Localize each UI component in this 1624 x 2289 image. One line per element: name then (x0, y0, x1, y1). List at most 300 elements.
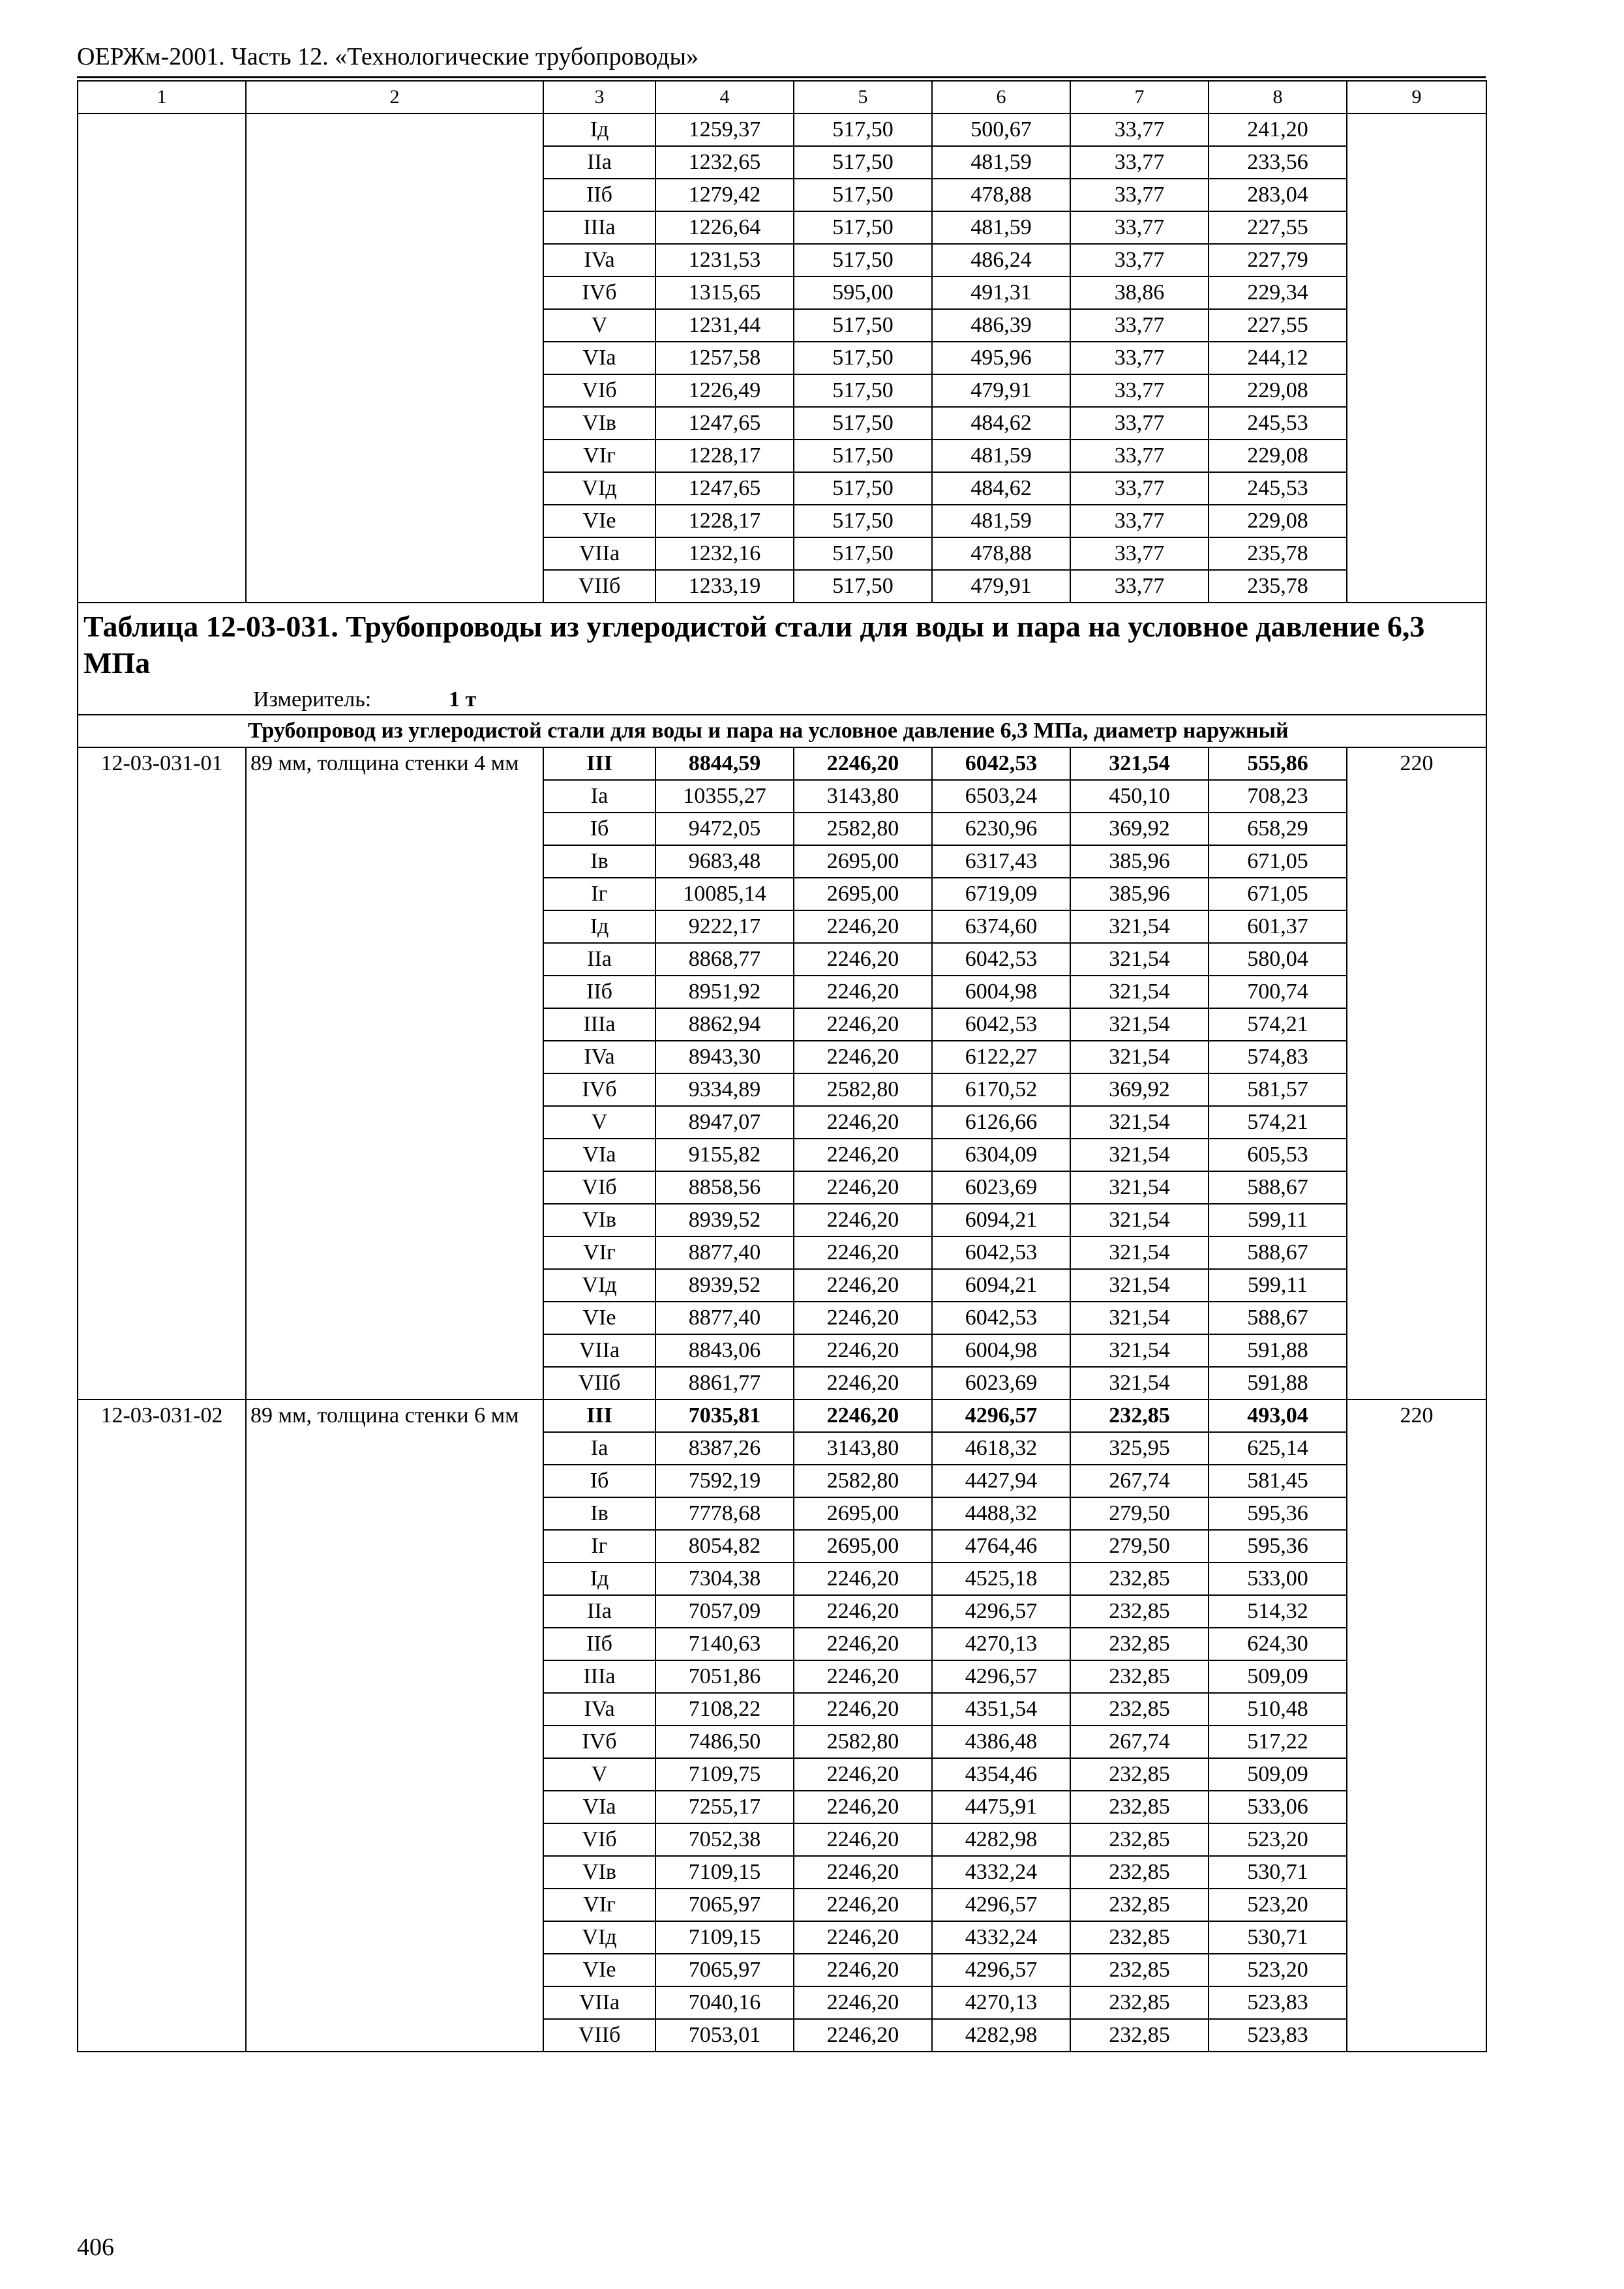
value-cell: 580,04 (1209, 943, 1347, 976)
value-cell: 523,20 (1209, 1823, 1347, 1856)
value-cell: 2246,20 (794, 1823, 932, 1856)
value-cell: 8939,52 (655, 1204, 794, 1236)
value-cell: 2246,20 (794, 1986, 932, 2019)
value-cell: 530,71 (1209, 1921, 1347, 1954)
value-cell: 517,50 (794, 211, 932, 244)
value-cell: 2695,00 (794, 878, 932, 910)
zone-cell: V (543, 309, 655, 342)
value-cell: 4332,24 (932, 1921, 1070, 1954)
zone-cell: VIa (543, 1139, 655, 1171)
value-cell: 8861,77 (655, 1367, 794, 1399)
value-cell: 321,54 (1070, 1269, 1209, 1302)
zone-cell: IIa (543, 146, 655, 179)
value-cell: 321,54 (1070, 1367, 1209, 1399)
value-cell: 6317,43 (932, 845, 1070, 878)
value-cell: 33,77 (1070, 407, 1209, 440)
zone-cell: IIa (543, 1595, 655, 1628)
zone-cell: VIв (543, 1856, 655, 1889)
value-cell: 2246,20 (794, 1889, 932, 1921)
zone-cell: Iг (543, 1530, 655, 1563)
zone-cell: VIIa (543, 1986, 655, 2019)
value-cell: 279,50 (1070, 1497, 1209, 1530)
value-cell: 4488,32 (932, 1497, 1070, 1530)
value-cell: 625,14 (1209, 1432, 1347, 1465)
value-cell: 4296,57 (932, 1399, 1070, 1432)
value-cell: 321,54 (1070, 943, 1209, 976)
value-cell: 517,50 (794, 537, 932, 570)
value-cell: 229,34 (1209, 277, 1347, 309)
column-number: 1 (78, 81, 246, 113)
zone-cell: IVa (543, 1041, 655, 1073)
value-cell: 588,67 (1209, 1171, 1347, 1204)
value-cell: 4270,13 (932, 1628, 1070, 1660)
value-cell: 2246,20 (794, 1856, 932, 1889)
value-cell: 509,09 (1209, 1758, 1347, 1791)
value-cell: 1233,19 (655, 570, 794, 603)
zone-cell: IIб (543, 1628, 655, 1660)
value-cell: 2246,20 (794, 1334, 932, 1367)
value-cell: 6023,69 (932, 1367, 1070, 1399)
column-number: 8 (1209, 81, 1347, 113)
table-title-cell (78, 603, 1486, 715)
value-cell: 2246,20 (794, 1302, 932, 1334)
value-cell: 450,10 (1070, 780, 1209, 813)
value-cell: 6042,53 (932, 943, 1070, 976)
value-cell: 6023,69 (932, 1171, 1070, 1204)
value-cell: 2246,20 (794, 1139, 932, 1171)
page-number: 406 (77, 2234, 114, 2261)
value-cell: 1231,44 (655, 309, 794, 342)
value-cell: 325,95 (1070, 1432, 1209, 1465)
value-cell: 509,09 (1209, 1660, 1347, 1693)
table-row (78, 747, 1486, 780)
value-cell: 7140,63 (655, 1628, 794, 1660)
value-cell: 4764,46 (932, 1530, 1070, 1563)
value-cell: 2246,20 (794, 943, 932, 976)
value-cell: 2695,00 (794, 1497, 932, 1530)
value-cell: 6094,21 (932, 1204, 1070, 1236)
zone-cell: IIa (543, 943, 655, 976)
value-cell: 8877,40 (655, 1236, 794, 1269)
zone-cell: Iб (543, 1465, 655, 1497)
value-cell: 6374,60 (932, 910, 1070, 943)
price-table (77, 80, 1487, 2052)
value-cell: 588,67 (1209, 1236, 1347, 1269)
value-cell: 369,92 (1070, 813, 1209, 845)
value-cell: 1231,53 (655, 244, 794, 277)
value-cell: 8939,52 (655, 1269, 794, 1302)
value-cell: 321,54 (1070, 1236, 1209, 1269)
value-cell: 2246,20 (794, 1106, 932, 1139)
value-cell: 7255,17 (655, 1791, 794, 1823)
table-row (78, 1399, 1486, 1432)
value-cell: 232,85 (1070, 1986, 1209, 2019)
value-cell: 599,11 (1209, 1269, 1347, 1302)
value-cell: 1279,42 (655, 179, 794, 211)
value-cell: 4282,98 (932, 1823, 1070, 1856)
col9-value: 220 (1347, 747, 1486, 1399)
value-cell: 530,71 (1209, 1856, 1347, 1889)
value-cell: 517,50 (794, 472, 932, 505)
value-cell: 7109,15 (655, 1856, 794, 1889)
value-cell: 514,32 (1209, 1595, 1347, 1628)
value-cell: 385,96 (1070, 878, 1209, 910)
value-cell: 232,85 (1070, 1563, 1209, 1595)
value-cell: 523,83 (1209, 2019, 1347, 2052)
value-cell: 1228,17 (655, 505, 794, 537)
value-cell: 595,00 (794, 277, 932, 309)
value-cell: 4354,46 (932, 1758, 1070, 1791)
column-number: 9 (1347, 81, 1486, 113)
value-cell: 658,29 (1209, 813, 1347, 845)
table-row (78, 113, 1486, 146)
value-cell: 321,54 (1070, 1139, 1209, 1171)
value-cell: 8947,07 (655, 1106, 794, 1139)
value-cell: 517,22 (1209, 1726, 1347, 1758)
value-cell: 1259,37 (655, 113, 794, 146)
value-cell: 517,50 (794, 505, 932, 537)
value-cell: 495,96 (932, 342, 1070, 374)
value-cell: 6004,98 (932, 1334, 1070, 1367)
table-body (78, 81, 1486, 2052)
zone-cell: VIe (543, 1302, 655, 1334)
value-cell: 517,50 (794, 309, 932, 342)
value-cell: 1232,16 (655, 537, 794, 570)
value-cell: 244,12 (1209, 342, 1347, 374)
zone-cell: IVб (543, 1726, 655, 1758)
zone-cell: IIIa (543, 1660, 655, 1693)
column-number: 6 (932, 81, 1070, 113)
value-cell: 599,11 (1209, 1204, 1347, 1236)
value-cell: 227,55 (1209, 309, 1347, 342)
value-cell: 232,85 (1070, 1921, 1209, 1954)
value-cell: 574,21 (1209, 1106, 1347, 1139)
group-title-row (78, 715, 1486, 747)
value-cell: 33,77 (1070, 472, 1209, 505)
value-cell: 2246,20 (794, 1921, 932, 1954)
col9-value: 220 (1347, 1399, 1486, 2052)
value-cell: 7486,50 (655, 1726, 794, 1758)
value-cell: 7035,81 (655, 1399, 794, 1432)
value-cell: 1257,58 (655, 342, 794, 374)
value-cell: 9155,82 (655, 1139, 794, 1171)
value-cell: 484,62 (932, 472, 1070, 505)
zone-cell: VIa (543, 1791, 655, 1823)
value-cell: 232,85 (1070, 1693, 1209, 1726)
value-cell: 10085,14 (655, 878, 794, 910)
value-cell: 1232,65 (655, 146, 794, 179)
value-cell: 8951,92 (655, 976, 794, 1008)
value-cell: 517,50 (794, 570, 932, 603)
value-cell: 4351,54 (932, 1693, 1070, 1726)
value-cell: 9472,05 (655, 813, 794, 845)
table-title: Таблица 12-03-031. Трубопроводы из углеродистой стали для воды и пара на условное давление 6,3 МПа (83, 610, 1425, 680)
value-cell: 33,77 (1070, 113, 1209, 146)
zone-cell: VIб (543, 374, 655, 407)
value-cell: 33,77 (1070, 179, 1209, 211)
value-cell: 708,23 (1209, 780, 1347, 813)
value-cell: 517,50 (794, 440, 932, 472)
value-cell: 4270,13 (932, 1986, 1070, 2019)
zone-cell: IVa (543, 244, 655, 277)
value-cell: 241,20 (1209, 113, 1347, 146)
value-cell: 7065,97 (655, 1954, 794, 1986)
header-rule (77, 76, 1486, 78)
value-cell: 2246,20 (794, 1595, 932, 1628)
zone-cell: V (543, 1758, 655, 1791)
value-cell: 229,08 (1209, 505, 1347, 537)
value-cell: 523,20 (1209, 1954, 1347, 1986)
value-cell: 267,74 (1070, 1726, 1209, 1758)
value-cell: 321,54 (1070, 910, 1209, 943)
zone-cell: VIв (543, 407, 655, 440)
code-cell (78, 113, 246, 603)
value-cell: 581,45 (1209, 1465, 1347, 1497)
value-cell: 9334,89 (655, 1073, 794, 1106)
value-cell: 2246,20 (794, 1791, 932, 1823)
column-number: 4 (655, 81, 794, 113)
value-cell: 10355,27 (655, 780, 794, 813)
zone-cell: IIIa (543, 211, 655, 244)
value-cell: 7040,16 (655, 1986, 794, 2019)
value-cell: 581,57 (1209, 1073, 1347, 1106)
value-cell: 2582,80 (794, 1465, 932, 1497)
value-cell: 6042,53 (932, 747, 1070, 780)
value-cell: 232,85 (1070, 1660, 1209, 1693)
value-cell: 2246,20 (794, 1236, 932, 1269)
value-cell: 4296,57 (932, 1660, 1070, 1693)
value-cell: 4332,24 (932, 1856, 1070, 1889)
zone-cell: IVa (543, 1693, 655, 1726)
zone-cell: VIIa (543, 537, 655, 570)
value-cell: 481,59 (932, 211, 1070, 244)
value-cell: 700,74 (1209, 976, 1347, 1008)
value-cell: 500,67 (932, 113, 1070, 146)
value-cell: 6094,21 (932, 1269, 1070, 1302)
value-cell: 6122,27 (932, 1041, 1070, 1073)
zone-cell: VIд (543, 472, 655, 505)
value-cell: 232,85 (1070, 1856, 1209, 1889)
value-cell: 517,50 (794, 407, 932, 440)
value-cell: 591,88 (1209, 1367, 1347, 1399)
value-cell: 4282,98 (932, 2019, 1070, 2052)
zone-cell: IIб (543, 976, 655, 1008)
value-cell: 8054,82 (655, 1530, 794, 1563)
zone-cell: Iд (543, 113, 655, 146)
description-cell (246, 113, 543, 603)
value-cell: 4386,48 (932, 1726, 1070, 1758)
value-cell: 7304,38 (655, 1563, 794, 1595)
value-cell: 245,53 (1209, 472, 1347, 505)
value-cell: 2246,20 (794, 1008, 932, 1041)
value-cell: 517,50 (794, 179, 932, 211)
value-cell: 33,77 (1070, 440, 1209, 472)
value-cell: 33,77 (1070, 342, 1209, 374)
value-cell: 2695,00 (794, 845, 932, 878)
zone-cell: IVб (543, 277, 655, 309)
running-header: ОЕРЖм-2001. Часть 12. «Технологические трубопроводы» (77, 43, 699, 70)
zone-cell: III (543, 1399, 655, 1432)
value-cell: 232,85 (1070, 1595, 1209, 1628)
value-cell: 6719,09 (932, 878, 1070, 910)
zone-cell: IIIa (543, 1008, 655, 1041)
value-cell: 6042,53 (932, 1236, 1070, 1269)
measure-value: 1 т (449, 687, 477, 711)
value-cell: 321,54 (1070, 976, 1209, 1008)
zone-cell: VIIб (543, 2019, 655, 2052)
value-cell: 2246,20 (794, 1954, 932, 1986)
value-cell: 232,85 (1070, 1399, 1209, 1432)
value-cell: 2246,20 (794, 1628, 932, 1660)
value-cell: 321,54 (1070, 1106, 1209, 1139)
value-cell: 8387,26 (655, 1432, 794, 1465)
value-cell: 588,67 (1209, 1302, 1347, 1334)
value-cell: 33,77 (1070, 146, 1209, 179)
value-cell: 2582,80 (794, 813, 932, 845)
col9-cell (1347, 113, 1486, 603)
value-cell: 2582,80 (794, 1726, 932, 1758)
value-cell: 523,83 (1209, 1986, 1347, 2019)
value-cell: 624,30 (1209, 1628, 1347, 1660)
value-cell: 595,36 (1209, 1530, 1347, 1563)
value-cell: 227,79 (1209, 244, 1347, 277)
value-cell: 478,88 (932, 179, 1070, 211)
value-cell: 321,54 (1070, 1204, 1209, 1236)
value-cell: 38,86 (1070, 277, 1209, 309)
zone-cell: VIIб (543, 570, 655, 603)
value-cell: 7051,86 (655, 1660, 794, 1693)
value-cell: 517,50 (794, 113, 932, 146)
item-description: 89 мм, толщина стенки 6 мм (246, 1399, 543, 2052)
value-cell: 555,86 (1209, 747, 1347, 780)
value-cell: 232,85 (1070, 1954, 1209, 1986)
value-cell: 8843,06 (655, 1334, 794, 1367)
value-cell: 321,54 (1070, 1171, 1209, 1204)
value-cell: 7057,09 (655, 1595, 794, 1628)
value-cell: 33,77 (1070, 211, 1209, 244)
value-cell: 3143,80 (794, 1432, 932, 1465)
value-cell: 232,85 (1070, 1628, 1209, 1660)
value-cell: 4427,94 (932, 1465, 1070, 1497)
value-cell: 7065,97 (655, 1889, 794, 1921)
value-cell: 493,04 (1209, 1399, 1347, 1432)
value-cell: 3143,80 (794, 780, 932, 813)
value-cell: 8877,40 (655, 1302, 794, 1334)
zone-cell: IVб (543, 1073, 655, 1106)
measure-row (253, 685, 1481, 714)
zone-cell: VIг (543, 1236, 655, 1269)
item-code: 12-03-031-01 (78, 747, 246, 1399)
value-cell: 1247,65 (655, 472, 794, 505)
value-cell: 8844,59 (655, 747, 794, 780)
zone-cell: Iд (543, 910, 655, 943)
value-cell: 2246,20 (794, 976, 932, 1008)
value-cell: 2246,20 (794, 1563, 932, 1595)
column-number: 5 (794, 81, 932, 113)
value-cell: 486,39 (932, 309, 1070, 342)
value-cell: 517,50 (794, 244, 932, 277)
value-cell: 7052,38 (655, 1823, 794, 1856)
zone-cell: VIд (543, 1269, 655, 1302)
zone-cell: VIг (543, 440, 655, 472)
zone-cell: Ia (543, 780, 655, 813)
value-cell: 2582,80 (794, 1073, 932, 1106)
value-cell: 6042,53 (932, 1302, 1070, 1334)
value-cell: 486,24 (932, 244, 1070, 277)
value-cell: 33,77 (1070, 570, 1209, 603)
value-cell: 227,55 (1209, 211, 1347, 244)
value-cell: 229,08 (1209, 374, 1347, 407)
value-cell: 4475,91 (932, 1791, 1070, 1823)
value-cell: 232,85 (1070, 1889, 1209, 1921)
value-cell: 510,48 (1209, 1693, 1347, 1726)
value-cell: 523,20 (1209, 1889, 1347, 1921)
value-cell: 7778,68 (655, 1497, 794, 1530)
column-number-row (78, 81, 1486, 113)
value-cell: 479,91 (932, 570, 1070, 603)
value-cell: 491,31 (932, 277, 1070, 309)
value-cell: 235,78 (1209, 570, 1347, 603)
value-cell: 533,06 (1209, 1791, 1347, 1823)
value-cell: 1226,49 (655, 374, 794, 407)
value-cell: 517,50 (794, 146, 932, 179)
value-cell: 478,88 (932, 537, 1070, 570)
value-cell: 321,54 (1070, 1008, 1209, 1041)
value-cell: 321,54 (1070, 747, 1209, 780)
value-cell: 605,53 (1209, 1139, 1347, 1171)
value-cell: 9222,17 (655, 910, 794, 943)
value-cell: 385,96 (1070, 845, 1209, 878)
value-cell: 671,05 (1209, 845, 1347, 878)
value-cell: 1247,65 (655, 407, 794, 440)
value-cell: 479,91 (932, 374, 1070, 407)
value-cell: 481,59 (932, 146, 1070, 179)
value-cell: 232,85 (1070, 2019, 1209, 2052)
value-cell: 267,74 (1070, 1465, 1209, 1497)
value-cell: 2246,20 (794, 2019, 932, 2052)
item-description: 89 мм, толщина стенки 4 мм (246, 747, 543, 1399)
value-cell: 6503,24 (932, 780, 1070, 813)
value-cell: 2246,20 (794, 1399, 932, 1432)
zone-cell: IIб (543, 179, 655, 211)
value-cell: 481,59 (932, 440, 1070, 472)
value-cell: 8868,77 (655, 943, 794, 976)
value-cell: 232,85 (1070, 1758, 1209, 1791)
value-cell: 33,77 (1070, 505, 1209, 537)
value-cell: 279,50 (1070, 1530, 1209, 1563)
column-number: 3 (543, 81, 655, 113)
value-cell: 6042,53 (932, 1008, 1070, 1041)
value-cell: 7108,22 (655, 1693, 794, 1726)
column-number: 7 (1070, 81, 1209, 113)
group-title: Трубопровод из углеродистой стали для воды и пара на условное давление 6,3 МПа, диаметр наружный (78, 715, 1486, 747)
value-cell: 2695,00 (794, 1530, 932, 1563)
zone-cell: Iв (543, 1497, 655, 1530)
value-cell: 6004,98 (932, 976, 1070, 1008)
value-cell: 574,21 (1209, 1008, 1347, 1041)
zone-cell: VIe (543, 505, 655, 537)
value-cell: 232,85 (1070, 1791, 1209, 1823)
value-cell: 6170,52 (932, 1073, 1070, 1106)
value-cell: 9683,48 (655, 845, 794, 878)
zone-cell: VIa (543, 342, 655, 374)
value-cell: 517,50 (794, 374, 932, 407)
value-cell: 574,83 (1209, 1041, 1347, 1073)
value-cell: 4525,18 (932, 1563, 1070, 1595)
zone-cell: VIIa (543, 1334, 655, 1367)
value-cell: 601,37 (1209, 910, 1347, 943)
value-cell: 321,54 (1070, 1041, 1209, 1073)
